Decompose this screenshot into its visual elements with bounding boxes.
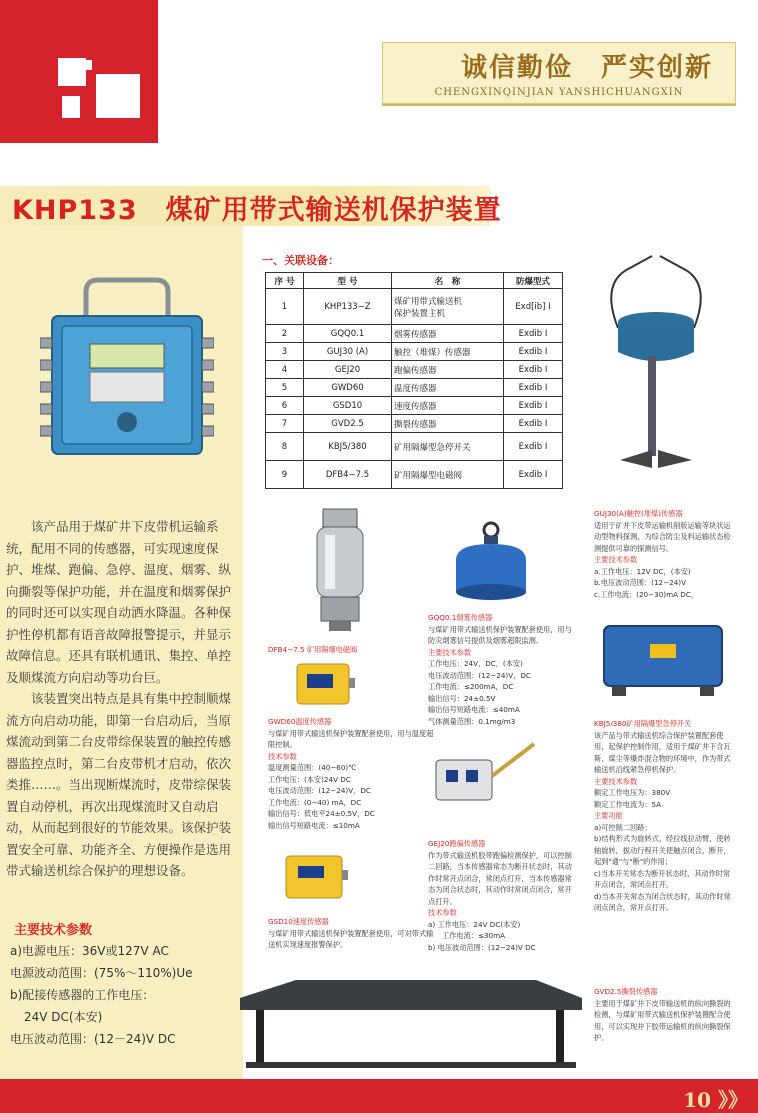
table-cell: 撕裂传感器 [392,415,504,433]
guj30-param: c.工作电流：(20−30)mA DC， [594,589,699,599]
table-row [266,397,563,415]
gqq-subtitle: 主要技术参数 [428,647,472,657]
slogan-text: 诚信勤俭 严实创新 [461,53,714,83]
table-cell: 5 [266,379,304,397]
table-cell: 6 [266,397,304,415]
param-line: 24V DC(本安) [24,1010,103,1024]
table-cell: GSD10 [304,397,392,415]
table-cell: KBJ5/380 [304,433,392,461]
table-cell: 9 [266,461,304,489]
kbj5-title: KBJ5/380矿用隔爆型急停开关 [594,719,692,728]
dfb4-block [268,644,428,656]
table-cell: GEJ20 [304,361,392,379]
table-row [266,289,563,325]
table-cell: Exdib Ⅰ [504,343,563,361]
table-cell: KHP133−Z [304,289,392,325]
param-line: a)电源电压：36V或127V AC [10,944,169,958]
table-cell: 8 [266,433,304,461]
gqq-param: 工作电压：24V，DC，(本安) [428,659,523,668]
table-cell: 速度传感器 [392,397,504,415]
table-cell: Exdib Ⅰ [504,415,563,433]
table-header-row [266,273,563,289]
gwd60-param: 温度测量范围：(40−60)℃ [268,763,357,772]
logo-square [96,74,140,118]
gwd60-desc: 与煤矿用带式输送机保护装置配套使用，用与温度超限控制。 [268,728,434,749]
main-params-list [10,940,240,1050]
col-header: 防爆型式 [504,273,563,289]
related-devices-table [265,272,563,489]
gej20-desc: 作为带式输送机胶带跑偏检测保护，可以控制二回路，当本传感器常态为断开状态时，其动作时常开点闭合，常闭点打开，当本传感器常态为闭合状态时，其动作时常闭点闭合，常开点打开。 [428,850,572,906]
left-column [0,226,243,1081]
gsd10-title: GSD10速度传感器 [268,917,329,926]
table-cell: 3 [266,343,304,361]
table-cell: Exdib Ⅰ [504,461,563,489]
table-cell: 跑偏传感器 [392,361,504,379]
kbj5-param: 额定工作电流为：5A [594,799,661,809]
table-cell: 4 [266,361,304,379]
table-cell: Exdib Ⅰ [504,361,563,379]
kbj5-function: c)当本开关常态为断开状态时，其动作时常开点闭合，常闭点打开。 [594,868,731,889]
param-line: 电压波动范围：(12－24)V DC [10,1032,176,1046]
table-row [266,325,563,343]
table-cell: 煤矿用带式输送机 保护装置主机 [392,289,504,325]
gsd10-block [268,916,438,951]
table-cell: GWD60 [304,379,392,397]
table-row [266,433,563,461]
gej20-subtitle: 技术参数 [428,908,457,917]
gqq-param: 气体测量范围：0.1mg/m3 [428,716,516,726]
table-cell: GUJ30 (A) [304,343,392,361]
col-header: 序 号 [266,273,304,289]
guj30-subtitle: 主要技术参数 [594,555,638,564]
gqq-param: 电压波动范围：(12−24)V，DC [428,670,531,680]
gej20-param: a) 工作电压：24V DC(本安) [428,919,521,929]
slogan-underline [382,104,736,106]
logo-square [62,96,80,118]
table-cell: DFB4−7.5 [304,461,392,489]
gwd60-block [268,716,438,831]
guj30-block [594,508,734,600]
gwd60-sensor-image [295,660,355,710]
table-cell: 2 [266,325,304,343]
intro-paragraph: 该装置突出特点是具有集中控制顺煤流方向启动功能，即第一台启动后，当原煤流动到第二台皮带综保装置的触控传感器监控点时，第二台皮带机才启动，依次类推……。当出现断煤流时，皮带综保装置自动停机，再次出现煤流时又自动启动，从而起到很好的节能效果。该保护装置安全可靠、功能齐全、方便操作是选用带式输送机综合保护的理想设备。 [6,691,232,878]
slogan-banner [382,42,736,104]
table-cell: 7 [266,415,304,433]
main-params-title: 主要技术参数 [14,923,93,938]
gwd60-param: 工作电压：(本安)24V DC [268,774,351,784]
table-cell: 矿用隔爆型电磁阀 [392,461,504,489]
page-title: KHP133 煤矿用带式输送机保护装置 [12,195,502,226]
logo-block [0,0,158,143]
kbj5-desc: 该产品与带式输送机综合保护装置配套使用，起保护控制作用，适用于煤矿井下含瓦斯、煤尘等爆炸混合物的环境中，作为带式输送机沿线紧急停机保护。 [594,730,731,774]
gqq-param: 输出信号短路电流：≤40mA [428,705,520,714]
kbj5-param: 额定工作电压为：380V [594,788,671,797]
gwd60-subtitle: 技术参数 [268,751,297,761]
table-row [266,343,563,361]
kbj5-subtitle-functions: 主要功能 [594,811,623,820]
kbj5-block [594,718,734,914]
dfb4-valve-image [305,505,375,635]
table-cell: Exdib Ⅰ [504,433,563,461]
guj30-param: b.电压波动范围：(12−24)V [594,578,686,587]
logo-square [82,60,92,70]
table-cell: Exdib Ⅰ [504,325,563,343]
param-line: 电源波动范围：(75%～110%)Ue [10,966,193,980]
col-header: 名 称 [392,273,504,289]
table-cell: 矿用隔爆型急停开关 [392,433,504,461]
gvd25-sensor-image [236,968,586,1074]
gej20-title: GEJ20跑偏传感器 [428,839,486,848]
intro-text [6,516,238,882]
gwd60-param: 工作电流：(0−40) mA，DC [268,797,362,807]
guj30-desc: 适用于矿井下皮带运输机削版运输等块状运动型物料探测，为综合防尘及料运输状态检测提供可靠的探测信号。 [594,520,731,553]
guj30-sensor-image [590,252,720,492]
col-header: 型 号 [304,273,392,289]
gqq-smoke-sensor-image [446,520,536,610]
kbj5-subtitle: 主要技术参数 [594,776,638,786]
host-device-image [40,272,214,458]
kbj5-function: a)可控制二回路； [594,822,652,832]
gej20-sensor-image [430,740,540,810]
table-cell: 烟雾传感器 [392,325,504,343]
page-number: 10 》》 [683,1088,748,1112]
gsd10-sensor-image [284,852,350,904]
gej20-block [428,838,578,953]
gvd25-title: GVD2.5撕裂传感器 [594,987,658,996]
gwd60-param: 电压波动范围：(12−24)V，DC [268,786,371,795]
guj30-title: GUJ30(A)触控(堆煤)传感器 [594,509,683,518]
gsd10-desc: 与煤矿用带式输送机保护装置配套使用，可对带式输送机实现速度报警保护。 [268,928,434,949]
table-cell: 温度传感器 [392,379,504,397]
intro-paragraph: 该产品用于煤矿井下皮带机运输系统，配用不同的传感器，可实现速度保护、堆煤、跑偏、急停、温度、烟雾、纵向撕裂等保护功能，并在温度和烟雾保护的同时还可以实现自动洒水降温。各种保护性停机都有语音故障报警提示，并显示故障信息。还具有联机通讯、集控、单控及顺煤流方向启动等功台巨。 [6,519,232,685]
table-cell: 1 [266,289,304,325]
table-row [266,379,563,397]
param-line: b)配接传感器的工作电压： [10,988,155,1002]
gqq-block [428,612,578,727]
gqq-desc: 与煤矿用带式输送机保护装置配套使用，用与防灾烟雾信号提供及烟雾超限监测。 [428,624,572,645]
title-band [0,186,502,226]
gqq-param: 工作电流：≤200mA，DC [428,682,514,691]
table-row [266,461,563,489]
kbj5-function: d)当本开关常态为闭合状态时，其动作时常闭点闭合，常开点打开。 [594,891,731,912]
gej20-param: 工作电流：≤30mA [442,931,506,940]
gwd60-param: 输出信号短路电流：≤10mA [268,820,360,830]
gvd25-block [594,986,734,1044]
gqq-param: 输出信号：24±0.5V [428,693,496,703]
gqq-title: GQQ0.1烟雾传感器 [428,613,493,622]
guj30-param: a.工作电压：12V DC，(本安) [594,566,691,576]
table-row [266,415,563,433]
table-cell: Exdib Ⅰ [504,379,563,397]
dfb4-title: DFB4−7.5 矿用隔爆电磁阀 [268,645,358,654]
kbj5-switch-image [598,620,728,700]
table-cell: 触控（堆煤）传感器 [392,343,504,361]
gwd60-title: GWD60温度传感器 [268,717,332,726]
bottom-bar [0,1079,758,1113]
gej20-param: b) 电压波动范围：(12−24)V DC [428,942,536,952]
gvd25-desc: 主要用于煤矿井下皮带输送机的纵向撕裂的检测，与煤矿用带式输送机保护装置配合使用，可以实现井下胶带运输机的纵向撕裂保护。 [594,998,731,1042]
table-cell: GVD2.5 [304,415,392,433]
table-cell: GQQ0.1 [304,325,392,343]
kbj5-function: b)结构形式为旋转式，经拉线拉动臂，使转轴旋转，拔动行程开关使触点闭合，断开，起到"通"与"断"的作用； [594,834,731,866]
table-row [266,361,563,379]
table-cell: Exdib Ⅰ [504,397,563,415]
gwd60-param: 输出信号：低电平24±0.5V，DC [268,809,375,818]
table-cell: Exd[ib] Ⅰ [504,289,563,325]
section-title: 一、关联设备： [262,254,339,267]
slogan-pinyin: CHENGXINQINJIAN YANSHICHUANGXIN [434,87,684,98]
